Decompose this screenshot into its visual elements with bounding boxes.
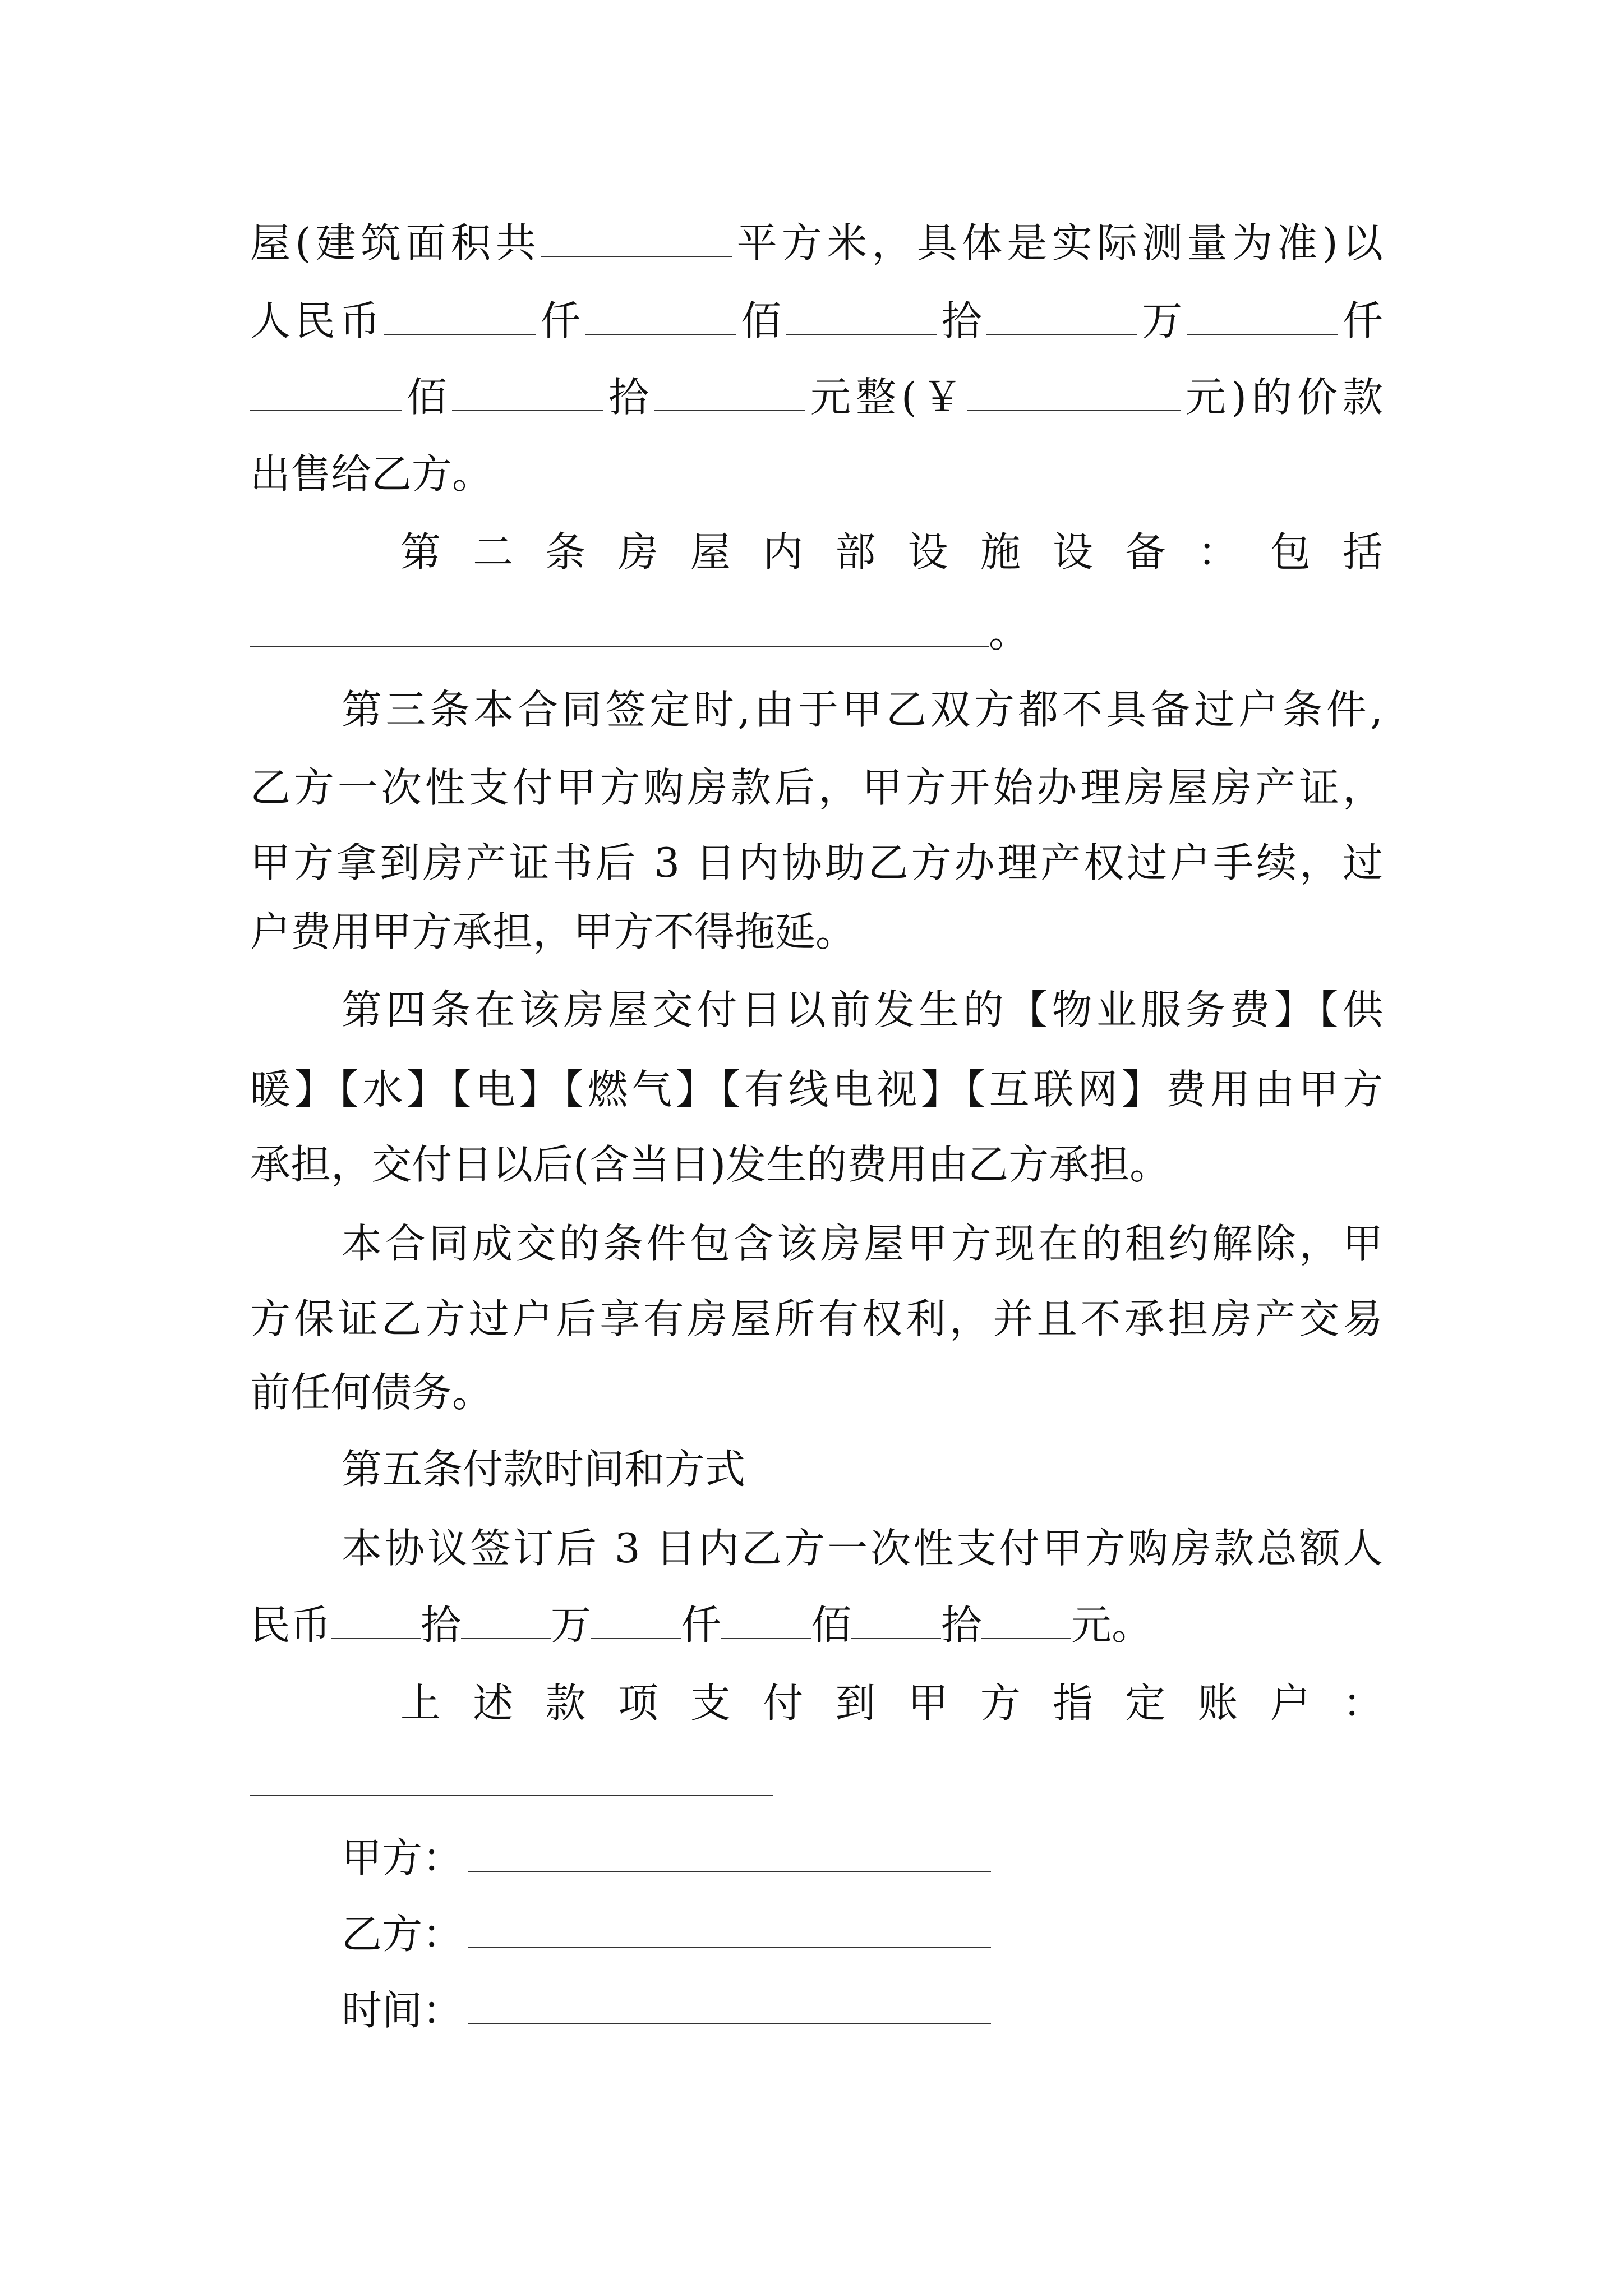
clause-line: [250, 760, 1383, 816]
clause-text: 仟: [536, 297, 585, 344]
clause-text: 佰: [811, 1602, 852, 1649]
clause-line: [250, 682, 1383, 738]
signature-blank: [468, 1994, 991, 2024]
signature-blank: [468, 1918, 991, 1948]
clause-text: 第二条房屋内部设施设备：包括: [400, 528, 1383, 576]
clause-text: 拾: [941, 1602, 982, 1649]
fill-in-blank: [331, 1609, 421, 1639]
clause-line: [250, 1364, 1383, 1420]
fill-in-blank: [250, 616, 989, 647]
clause-text: 上述款项支付到甲方指定账户：: [400, 1680, 1383, 1727]
clause-text: 。: [989, 609, 1030, 656]
clause-text: 仟: [1338, 297, 1383, 344]
fill-in-blank: [986, 305, 1137, 335]
clause-line: [250, 835, 1383, 891]
clause-line: [250, 1675, 1383, 1731]
clause-text: 第三条本合同签定时,由于甲乙双方都不具备过户条件,: [342, 686, 1383, 733]
clause-text: 佰: [736, 297, 786, 344]
clause-line: [250, 904, 1383, 960]
signature-blank: [468, 1842, 991, 1872]
clause-text: 平方米，具体是实际测量为准)以: [732, 219, 1384, 266]
clause-text: 佰: [402, 374, 452, 421]
clause-text: 万: [551, 1602, 592, 1649]
clause-text: 仟: [681, 1602, 722, 1649]
signature-label: 乙方：: [342, 1911, 463, 1958]
clause-text: 民币: [250, 1602, 331, 1649]
fill-in-blank: [721, 1609, 811, 1639]
fill-in-blank: [786, 305, 937, 335]
clause-text: 出售给乙方。: [250, 450, 493, 498]
clause-heading: [250, 1441, 1383, 1497]
clause-text: 第五条付款时间和方式: [342, 1446, 746, 1493]
fill-in-blank: [851, 1609, 941, 1639]
clause-text: 乙方一次性支付甲方购房款后，甲方开始办理房屋房产证，: [250, 764, 1383, 811]
clause-text: 元。: [1071, 1602, 1152, 1649]
fill-in-blank: [452, 381, 603, 411]
clause-line: [250, 524, 1383, 580]
clause-text: 拾: [421, 1602, 462, 1649]
clause-text: 方保证乙方过户后享有房屋所有权利，并且不承担房产交易: [250, 1295, 1383, 1342]
signature-label: 甲方：: [342, 1834, 463, 1881]
fill-in-blank: [250, 381, 402, 411]
account-blank: [250, 1795, 773, 1796]
clause-text: 前任何债务。: [250, 1369, 493, 1416]
clause-line: [250, 293, 1383, 349]
clause-line: [250, 1597, 1383, 1653]
fill-in-blank: [384, 305, 536, 335]
fill-in-blank: [585, 305, 736, 335]
clause-text: 甲方拿到房产证书后 3 日内协助乙方办理产权过户手续，过: [250, 839, 1383, 886]
clause-text: 第四条在该房屋交付日以前发生的【物业服务费】【供: [342, 986, 1383, 1033]
fill-in-blank: [981, 1609, 1071, 1639]
fill-in-blank: [654, 381, 805, 411]
clause-text: 拾: [937, 297, 986, 344]
clause-text: 元)的价款: [1180, 374, 1383, 421]
fill-in-blank: [541, 227, 732, 257]
clause-line: [250, 1137, 1383, 1193]
clause-line: [250, 982, 1383, 1038]
clause-line: [250, 1291, 1383, 1347]
clause-text: 本协议签订后 3 日内乙方一次性支付甲方购房款总额人: [342, 1525, 1383, 1572]
clause-line: [250, 446, 1383, 502]
fill-in-blank: [1187, 305, 1338, 335]
clause-text: 屋(建筑面积共: [250, 219, 541, 266]
clause-text: 暖】【水】【电】【燃气】【有线电视】【互联网】费用由甲方: [250, 1066, 1383, 1113]
signature-party-a: [342, 1830, 1071, 1886]
clause-text: 承担，交付日以后(含当日)发生的费用由乙方承担。: [250, 1141, 1170, 1188]
clause-line: [250, 1216, 1383, 1272]
clause-text: 户费用甲方承担，甲方不得拖延。: [250, 908, 856, 955]
clause-text: 元整(￥: [805, 374, 967, 421]
clause-text: 万: [1137, 297, 1187, 344]
clause-text: 拾: [603, 374, 654, 421]
signature-party-b: [342, 1906, 1071, 1962]
clause-text: 人民币: [250, 297, 385, 344]
clause-line: [250, 1520, 1383, 1576]
signature-label: 时间：: [342, 1987, 463, 2034]
clause-line: [250, 605, 1383, 661]
fill-in-blank: [967, 381, 1181, 411]
signature-date: [342, 1982, 1071, 2039]
fill-in-blank: [461, 1609, 551, 1639]
clause-line: [250, 369, 1383, 425]
clause-line: [250, 215, 1383, 271]
clause-text: 本合同成交的条件包含该房屋甲方现在的租约解除，甲: [342, 1220, 1383, 1267]
fill-in-blank: [591, 1609, 681, 1639]
clause-line: [250, 1061, 1383, 1117]
